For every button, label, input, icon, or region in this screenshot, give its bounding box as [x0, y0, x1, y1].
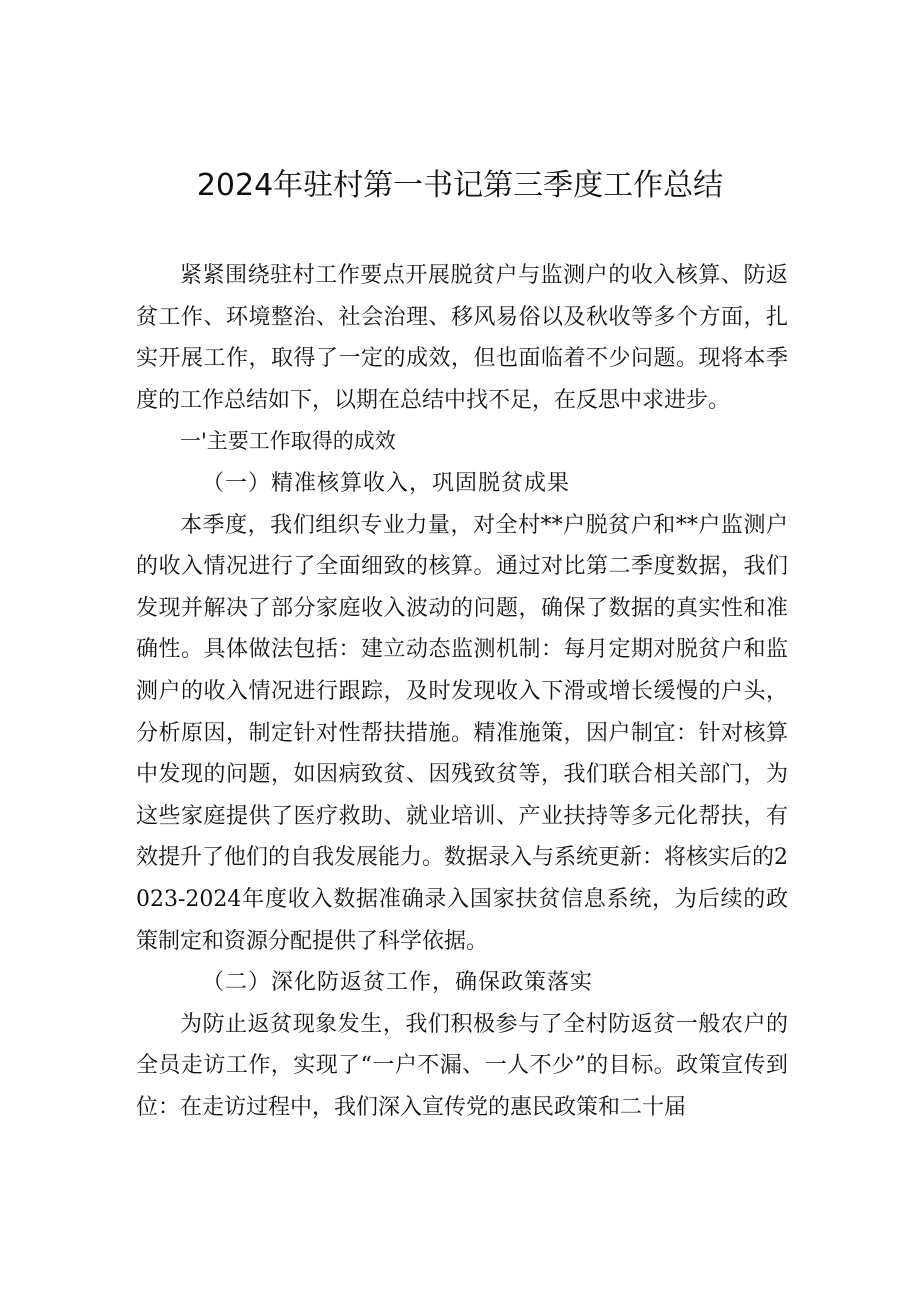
income-accounting-paragraph: 本季度，我们组织专业力量，对全村**户脱贫户和**户监测户的收入情况进行了全面细致的核算。通过对比第二季度数据，我们发现并解决了部分家庭收入波动的问题，确保了数据的真实性和准确性。具体做法包括：建立动态监测机制：每月定期对脱贫户和监测户的收入情况进行跟踪，及时发现收入下滑或增长缓慢的户头，分析原因，制定针对性帮扶措施。精准施策，因户制宜：针对核算中发现的问题，如因病致贫、因残致贫等，我们联合相关部门，为这些家庭提供了医疗救助、就业培训、产业扶持等多元化帮扶，有效提升了他们的自我发展能力。数据录入与系统更新：将核实后的2023-2024年度收入数据准确录入国家扶贫信息系统，为后续的政策制定和资源分配提供了科学依据。 — [136, 512, 788, 954]
subsection-heading-anti-poverty-return: （二）深化防返贫工作，确保政策落实 — [202, 970, 594, 996]
intro-paragraph: 紧紧围绕驻村工作要点开展脱贫户与监测户的收入核算、防返贫工作、环境整治、社会治理、移风易俗以及秋收等多个方面，扎实开展工作，取得了一定的成效，但也面临着不少问题。现将本季度的工作总结如下，以期在总结中找不足，在反思中求进步。 — [136, 263, 788, 413]
section-heading-main-achievements: 一'主要工作取得的成效 — [180, 429, 396, 454]
anti-poverty-return-paragraph: 为防止返贫现象发生，我们积极参与了全村防返贫一般农户的全员走访工作，实现了“一户不漏、一人不少”的目标。政策宣传到位：在走访过程中，我们深入宣传党的惠民政策和二十届 — [136, 1011, 788, 1120]
document-body — [136, 255, 788, 1128]
subsection-heading-income-accounting: （一）精准核算收入，巩固脱贫成果 — [202, 470, 571, 496]
document-title: 2024年驻村第一书记第三季度工作总结 — [196, 168, 724, 203]
